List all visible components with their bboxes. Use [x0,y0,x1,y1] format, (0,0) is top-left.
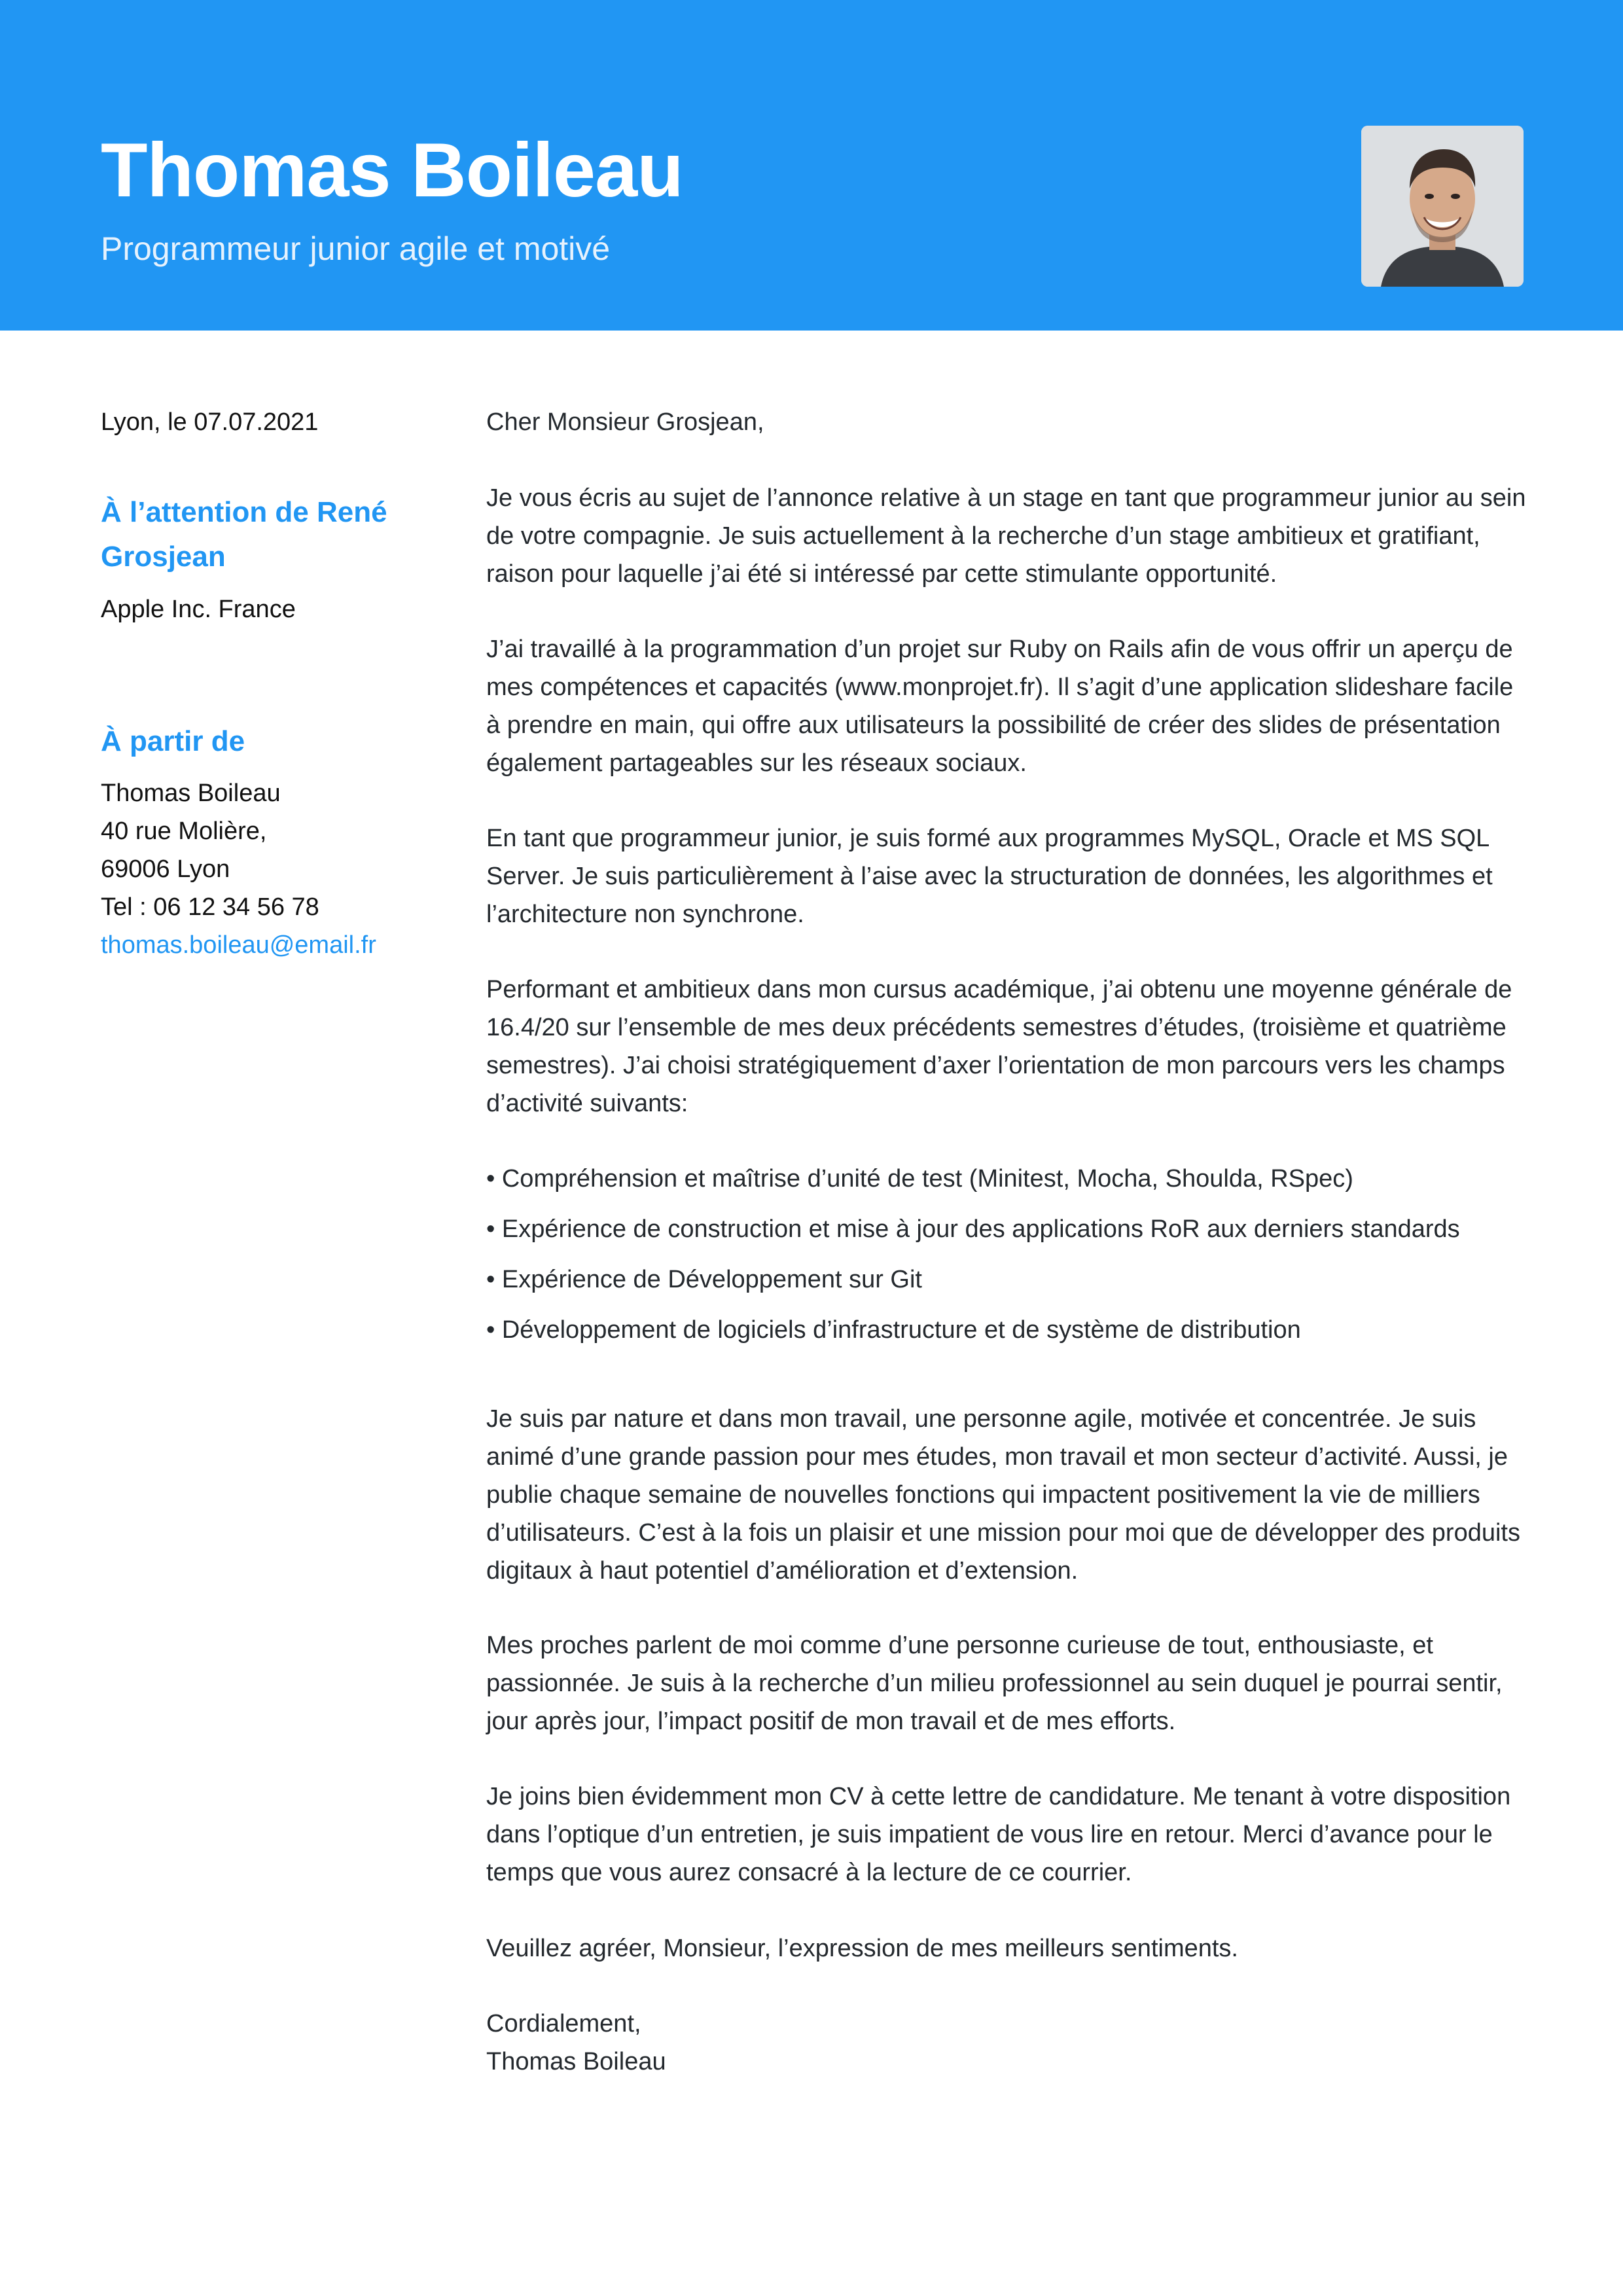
letter-paragraph: Performant et ambitieux dans mon cursus académique, j’ai obtenu une moyenne générale de 16.4/20 sur l’ensemble de mes deux précédents semestres d’études, (troisième et quatrième semestres). J’ai choisi stratégiquement d’axer l’orientation de mon parcours vers les champs d’activité suivants: [486,976,1512,1117]
sender-name: Thomas Boileau [101,780,281,807]
letter-paragraph: Veuillez agréer, Monsieur, l’expression de mes meilleurs sentiments. [486,1935,1238,1962]
letter-date: Lyon, le 07.07.2021 [101,408,319,436]
letter-greeting: Cher Monsieur Grosjean, [486,408,764,436]
list-item: • Compréhension et maîtrise d’unité de test (Minitest, Mocha, Shoulda, RSpec) [486,1165,1353,1193]
sender-city: 69006 Lyon [101,855,230,883]
list-item: • Expérience de Développement sur Git [486,1266,922,1293]
header-banner [0,0,1623,331]
recipient-company: Apple Inc. France [101,596,296,623]
sender-email-link[interactable]: thomas.boileau@email.fr [101,931,376,959]
recipient-heading-line1: À l’attention de René [101,496,387,528]
sender-heading: À partir de [101,725,245,757]
letter-closing: Cordialement, [486,2010,641,2037]
sender-street: 40 rue Molière, [101,817,267,845]
applicant-name: Thomas Boileau [101,127,683,213]
letter-paragraph: Mes proches parlent de moi comme d’une personne curieuse de tout, enthousiaste, et passionnée. Je suis à la recherche d’un milieu professionnel au sein duquel je pourrai sentir, jour après jour, l’impact positif de mon travail et de mes efforts. [486,1632,1503,1735]
letter-paragraph: En tant que programmeur junior, je suis formé aux programmes MySQL, Oracle et MS SQL Server. Je suis particulièrement à l’aise avec la structuration de données, les algorithmes et l’architecture non synchrone. [486,825,1493,928]
recipient-heading-line2: Grosjean [101,541,226,573]
list-item: • Expérience de construction et mise à jour des applications RoR aux derniers standards [486,1215,1460,1243]
profile-photo [1361,126,1524,287]
applicant-subtitle: Programmeur junior agile et motivé [101,230,611,267]
portrait-image [1361,126,1524,287]
letter-signature: Thomas Boileau [486,2048,666,2075]
letter-paragraph: Je vous écris au sujet de l’annonce relative à un stage en tant que programmeur junior au sein de votre compagnie. Je suis actuellement à la recherche d’un stage ambitieux et gratifiant, raison pour laquelle j’ai été si intéressé par cette stimulante opportunité. [486,484,1526,588]
letter-paragraph: Je joins bien évidemment mon CV à cette lettre de candidature. Me tenant à votre disposition dans l’optique d’un entretien, je suis impatient de vous lire en retour. Merci d’avance pour le temps que vous aurez consacré à la lecture de ce courrier. [486,1783,1511,1886]
letter-paragraph: Je suis par nature et dans mon travail, une personne agile, motivée et concentrée. Je suis animé d’une grande passion pour mes études, mon travail et mon secteur d’activité. Aussi, je publie chaque semaine de nouvelles fonctions qui impactent positivement la vie de milliers d’utilisateurs. C’est à la fois un plaisir et une mission pour moi que de développer des produits digitaux à haut potentiel d’amélioration et d’extension. [486,1405,1520,1585]
list-item: • Développement de logiciels d’infrastructure et de système de distribution [486,1316,1301,1344]
letter-paragraph: J’ai travaillé à la programmation d’un projet sur Ruby on Rails afin de vous offrir un aperçu de mes compétences et capacités (www.monprojet.fr). Il s’agit d’une application slideshare facile à prendre en main, qui offre aux utilisateurs la possibilité de créer des slides de présentation également partageables sur les réseaux sociaux. [486,636,1514,777]
sender-phone: Tel : 06 12 34 56 78 [101,893,319,921]
